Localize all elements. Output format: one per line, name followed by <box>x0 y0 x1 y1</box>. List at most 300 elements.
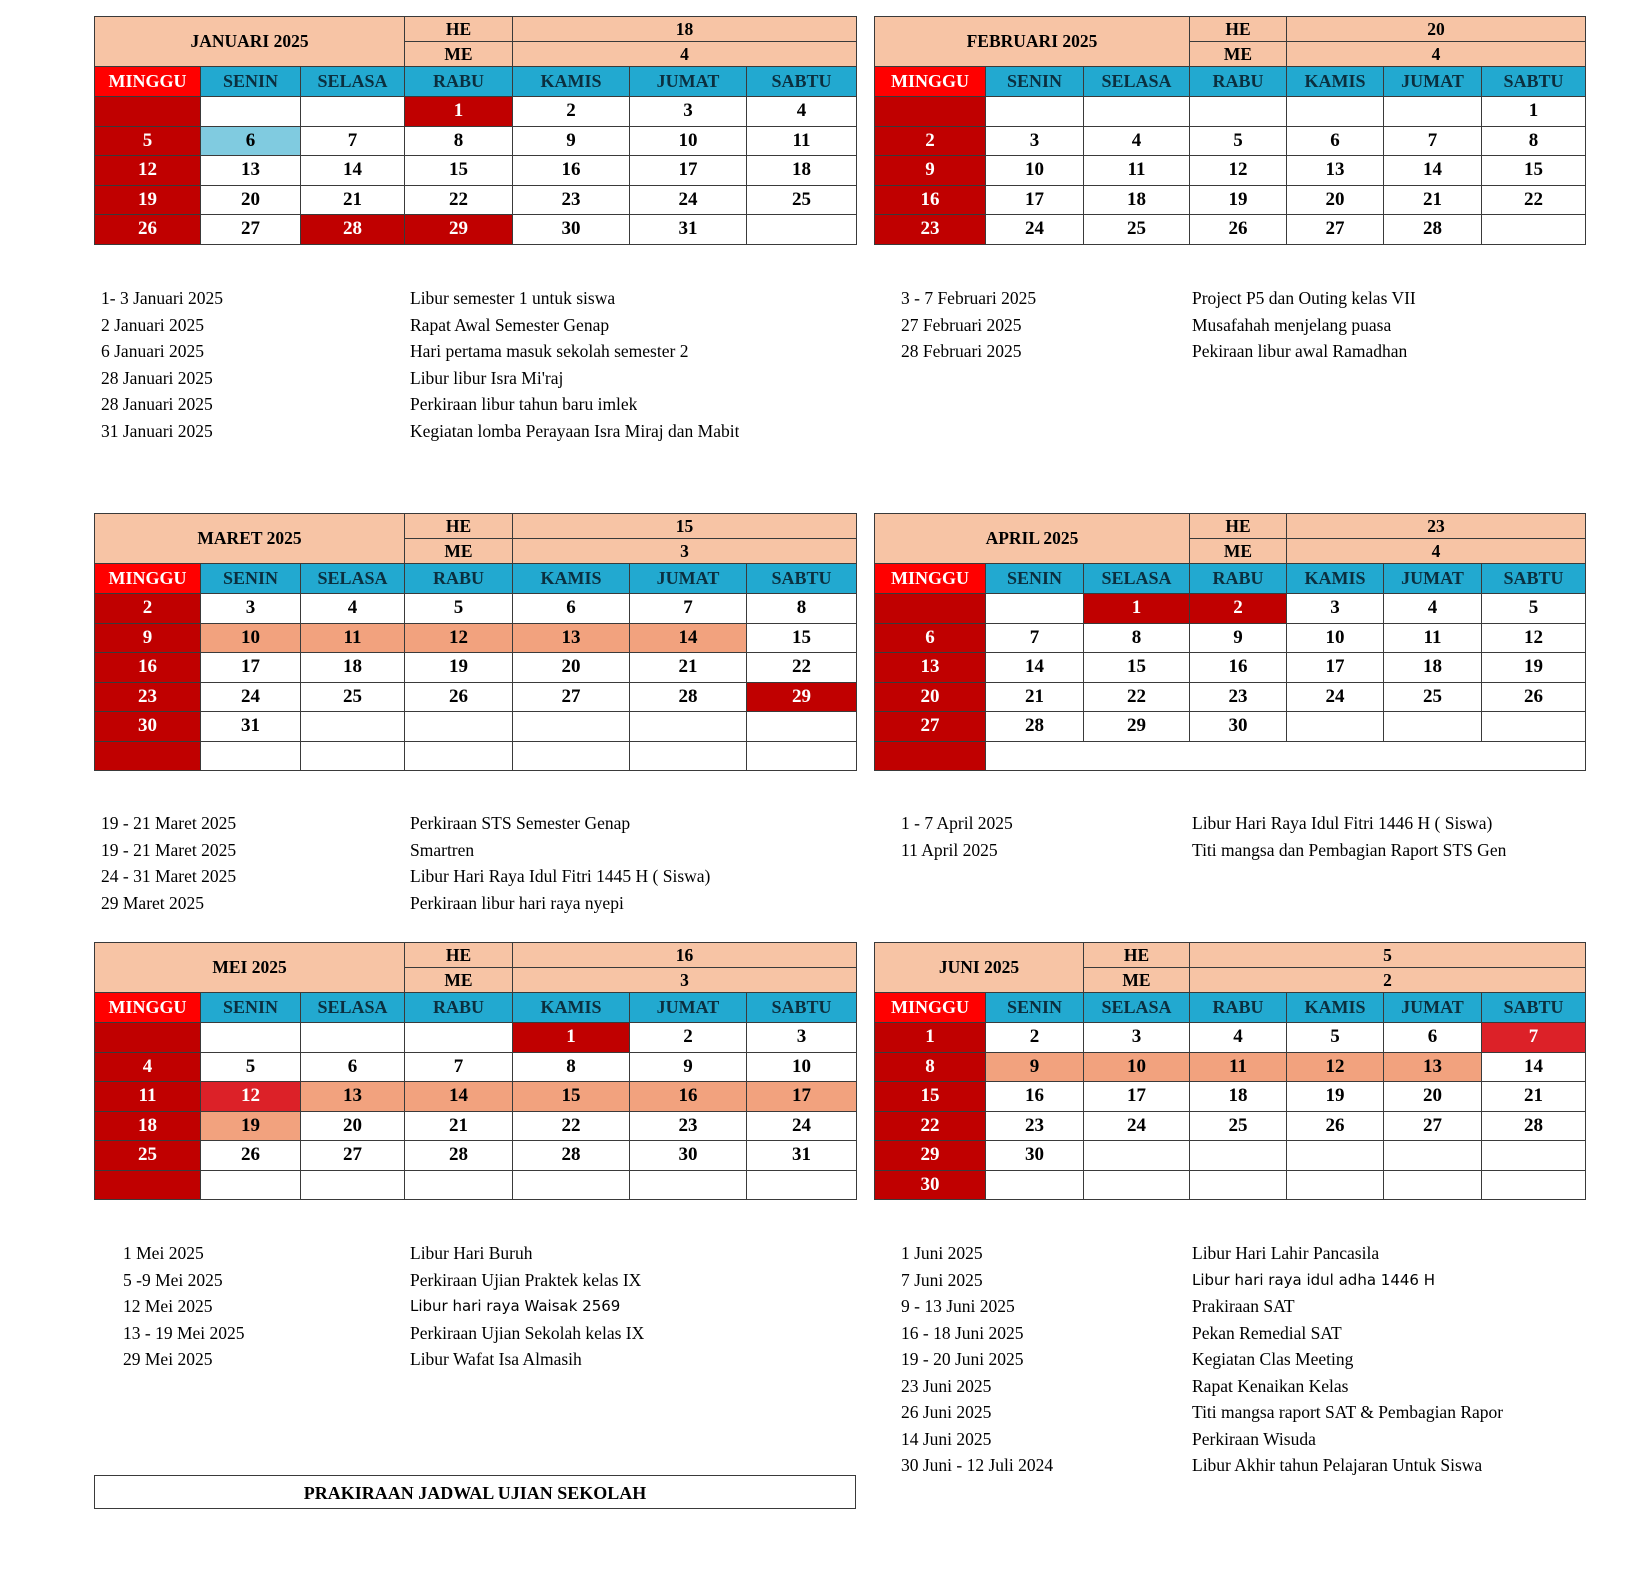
weekday-minggu: MINGGU <box>95 564 201 594</box>
date-cell: 7 <box>405 1052 513 1082</box>
date-cell: 3 <box>630 97 747 127</box>
weekday-sabtu: SABTU <box>1482 67 1586 97</box>
event-description: Perkiraan Ujian Sekolah kelas IX <box>410 1322 645 1343</box>
event-date: 24 - 31 Maret 2025 <box>101 866 237 886</box>
date-cell: 4 <box>95 1052 201 1082</box>
date-cell: 7 <box>1384 126 1482 156</box>
date-cell: 27 <box>1384 1111 1482 1141</box>
date-cell <box>201 1023 301 1053</box>
calendar-month <box>94 513 857 771</box>
date-cell: 5 <box>95 126 201 156</box>
date-cell: 12 <box>1482 623 1586 653</box>
date-cell <box>1190 1170 1287 1200</box>
date-cell: 18 <box>1384 653 1482 683</box>
date-cell: 28 <box>513 1141 630 1171</box>
week-row <box>875 1141 1586 1171</box>
weekday-header-row <box>95 564 857 594</box>
me-value: 4 <box>1287 42 1586 67</box>
date-cell <box>405 1023 513 1053</box>
month-title: FEBRUARI 2025 <box>875 17 1190 67</box>
calendar-month <box>94 942 857 1200</box>
weekday-sabtu: SABTU <box>747 67 857 97</box>
event-description: Rapat Kenaikan Kelas <box>1192 1375 1349 1396</box>
date-cell: 5 <box>201 1052 301 1082</box>
date-cell: 17 <box>747 1082 857 1112</box>
date-cell: 11 <box>1190 1052 1287 1082</box>
date-cell <box>986 594 1084 624</box>
date-cell: 12 <box>405 623 513 653</box>
date-cell: 2 <box>1190 594 1287 624</box>
date-cell: 26 <box>1190 215 1287 245</box>
weekday-sabtu: SABTU <box>747 564 857 594</box>
date-cell: 23 <box>630 1111 747 1141</box>
date-cell <box>513 741 630 771</box>
date-cell: 3 <box>201 594 301 624</box>
date-cell: 5 <box>405 594 513 624</box>
event-date: 1 Mei 2025 <box>123 1243 204 1263</box>
date-cell: 28 <box>301 215 405 245</box>
date-cell: 13 <box>301 1082 405 1112</box>
me-value: 4 <box>513 42 857 67</box>
date-cell <box>1287 97 1384 127</box>
weekday-kamis: KAMIS <box>513 564 630 594</box>
date-cell: 16 <box>1190 653 1287 683</box>
week-row <box>875 712 1586 742</box>
date-cell <box>1482 215 1586 245</box>
date-cell: 25 <box>1084 215 1190 245</box>
event-description: Titi mangsa raport SAT & Pembagian Rapor <box>1192 1402 1504 1422</box>
date-cell: 14 <box>1384 156 1482 186</box>
date-cell: 26 <box>95 215 201 245</box>
date-cell: 14 <box>986 653 1084 683</box>
date-cell: 20 <box>301 1111 405 1141</box>
week-row <box>95 682 857 712</box>
week-row <box>875 215 1586 245</box>
me-value: 2 <box>1190 968 1586 993</box>
date-cell: 16 <box>513 156 630 186</box>
weekday-rabu: RABU <box>1190 564 1287 594</box>
weekday-header-row <box>875 993 1586 1023</box>
date-cell <box>405 1170 513 1200</box>
weekday-header-row <box>875 67 1586 97</box>
event-date: 19 - 20 Juni 2025 <box>901 1349 1024 1369</box>
date-cell <box>1482 1170 1586 1200</box>
week-row <box>875 126 1586 156</box>
date-cell: 13 <box>201 156 301 186</box>
he-label: HE <box>405 17 513 42</box>
date-cell: 15 <box>747 623 857 653</box>
weekday-jumat: JUMAT <box>1384 67 1482 97</box>
month-header-row <box>875 943 1586 968</box>
week-row <box>875 1023 1586 1053</box>
date-cell: 22 <box>1482 185 1586 215</box>
date-cell: 6 <box>1287 126 1384 156</box>
weekday-senin: SENIN <box>201 67 301 97</box>
month-title: APRIL 2025 <box>875 514 1190 564</box>
event-description: Perkiraan Wisuda <box>1192 1428 1316 1449</box>
date-cell: 22 <box>747 653 857 683</box>
date-cell: 24 <box>986 215 1084 245</box>
event-date: 9 - 13 Juni 2025 <box>901 1296 1015 1316</box>
event-description: Project P5 dan Outing kelas VII <box>1192 288 1416 308</box>
event-date: 26 Juni 2025 <box>901 1402 992 1422</box>
date-cell: 9 <box>986 1052 1084 1082</box>
date-cell: 3 <box>986 126 1084 156</box>
event-description: Perkiraan libur hari raya nyepi <box>410 892 624 913</box>
date-cell: 20 <box>1287 185 1384 215</box>
he-label: HE <box>405 943 513 968</box>
event-description: Libur Akhir tahun Pelajaran Untuk Siswa <box>1192 1455 1483 1475</box>
event-description: Smartren <box>410 839 475 860</box>
calendar-month <box>874 513 1586 771</box>
weekday-jumat: JUMAT <box>1384 564 1482 594</box>
date-cell: 24 <box>630 185 747 215</box>
date-cell: 10 <box>1084 1052 1190 1082</box>
he-value: 18 <box>513 17 857 42</box>
date-cell: 29 <box>405 215 513 245</box>
event-description: Perkiraan Ujian Praktek kelas IX <box>410 1269 642 1290</box>
date-cell: 18 <box>301 653 405 683</box>
week-row <box>95 1052 857 1082</box>
date-cell <box>201 741 301 771</box>
event-date: 19 - 21 Maret 2025 <box>101 813 237 833</box>
date-cell: 13 <box>875 653 986 683</box>
event-date: 19 - 21 Maret 2025 <box>101 839 237 860</box>
date-cell: 23 <box>986 1111 1084 1141</box>
event-description: Libur Hari Raya Idul Fitri 1445 H ( Siswa) <box>410 866 711 886</box>
month-header-row <box>875 17 1586 42</box>
date-cell: 8 <box>1482 126 1586 156</box>
event-date: 28 Januari 2025 <box>101 367 213 388</box>
date-cell: 17 <box>201 653 301 683</box>
me-label: ME <box>1084 968 1190 993</box>
weekday-jumat: JUMAT <box>1384 993 1482 1023</box>
exam-schedule-title: PRAKIRAAN JADWAL UJIAN SEKOLAH <box>94 1475 856 1509</box>
weekday-jumat: JUMAT <box>630 564 747 594</box>
me-label: ME <box>1190 539 1287 564</box>
event-date: 1 Juni 2025 <box>901 1243 983 1263</box>
date-cell: 11 <box>1384 623 1482 653</box>
event-description: Pekiraan libur awal Ramadhan <box>1192 341 1408 361</box>
date-cell: 14 <box>1482 1052 1586 1082</box>
date-cell <box>1084 1141 1190 1171</box>
weekday-jumat: JUMAT <box>630 67 747 97</box>
event-date: 3 - 7 Februari 2025 <box>901 288 1037 308</box>
date-cell: 9 <box>875 156 986 186</box>
date-cell: 1 <box>1084 594 1190 624</box>
week-row <box>95 594 857 624</box>
date-cell: 31 <box>201 712 301 742</box>
event-date: 11 April 2025 <box>901 839 998 860</box>
date-cell: 6 <box>201 126 301 156</box>
event-date: 16 - 18 Juni 2025 <box>901 1322 1024 1343</box>
date-cell: 27 <box>513 682 630 712</box>
weekday-senin: SENIN <box>986 993 1084 1023</box>
weekday-selasa: SELASA <box>301 67 405 97</box>
date-cell <box>747 712 857 742</box>
date-cell: 28 <box>1482 1111 1586 1141</box>
date-cell <box>986 1170 1084 1200</box>
week-row <box>875 1082 1586 1112</box>
date-cell: 15 <box>513 1082 630 1112</box>
date-cell: 2 <box>95 594 201 624</box>
weekday-rabu: RABU <box>405 564 513 594</box>
week-row <box>875 594 1586 624</box>
date-cell: 30 <box>630 1141 747 1171</box>
date-cell: 24 <box>201 682 301 712</box>
date-cell: 20 <box>513 653 630 683</box>
date-cell <box>405 741 513 771</box>
month-title: JANUARI 2025 <box>95 17 405 67</box>
date-cell: 19 <box>1190 185 1287 215</box>
event-date: 1- 3 Januari 2025 <box>101 288 223 308</box>
event-description: Libur Wafat Isa Almasih <box>410 1349 582 1369</box>
date-cell: 24 <box>747 1111 857 1141</box>
date-cell: 12 <box>1287 1052 1384 1082</box>
date-cell: 21 <box>1482 1082 1586 1112</box>
date-cell: 21 <box>405 1111 513 1141</box>
he-value: 15 <box>513 514 857 539</box>
date-cell: 31 <box>747 1141 857 1171</box>
event-date: 28 Februari 2025 <box>901 341 1022 361</box>
date-cell: 14 <box>301 156 405 186</box>
date-cell: 14 <box>405 1082 513 1112</box>
he-value: 5 <box>1190 943 1586 968</box>
event-date: 28 Januari 2025 <box>101 394 213 414</box>
date-cell: 25 <box>95 1141 201 1171</box>
date-cell: 4 <box>1190 1023 1287 1053</box>
date-cell <box>747 1170 857 1200</box>
event-description: Libur Hari Raya Idul Fitri 1446 H ( Siswa) <box>1192 813 1493 833</box>
date-cell: 17 <box>630 156 747 186</box>
weekday-kamis: KAMIS <box>1287 993 1384 1023</box>
date-cell: 21 <box>630 653 747 683</box>
date-cell <box>630 741 747 771</box>
he-label: HE <box>1190 514 1287 539</box>
weekday-sabtu: SABTU <box>747 993 857 1023</box>
date-cell <box>301 1023 405 1053</box>
event-date: 14 Juni 2025 <box>901 1428 992 1449</box>
date-cell: 22 <box>875 1111 986 1141</box>
week-row <box>875 1170 1586 1200</box>
weekday-rabu: RABU <box>1190 67 1287 97</box>
date-cell: 4 <box>1384 594 1482 624</box>
date-cell: 10 <box>747 1052 857 1082</box>
date-cell: 29 <box>747 682 857 712</box>
week-row <box>95 126 857 156</box>
weekday-header-row <box>875 564 1586 594</box>
event-description: Perkiraan libur tahun baru imlek <box>410 394 638 414</box>
weekday-selasa: SELASA <box>1084 993 1190 1023</box>
date-cell: 21 <box>301 185 405 215</box>
date-cell: 4 <box>301 594 405 624</box>
weekday-minggu: MINGGU <box>95 67 201 97</box>
week-row <box>95 97 857 127</box>
weekday-senin: SENIN <box>986 564 1084 594</box>
week-row <box>95 741 857 771</box>
date-cell: 16 <box>875 185 986 215</box>
date-cell: 9 <box>1190 623 1287 653</box>
date-cell: 10 <box>630 126 747 156</box>
date-cell: 24 <box>1084 1111 1190 1141</box>
date-cell: 1 <box>513 1023 630 1053</box>
date-cell: 18 <box>1084 185 1190 215</box>
month-header-row <box>95 514 857 539</box>
date-cell: 8 <box>1084 623 1190 653</box>
date-cell: 2 <box>513 97 630 127</box>
date-cell <box>201 97 301 127</box>
date-cell: 28 <box>630 682 747 712</box>
event-description: Libur Hari Buruh <box>410 1243 533 1263</box>
date-cell: 3 <box>747 1023 857 1053</box>
event-date: 2 Januari 2025 <box>101 314 205 335</box>
me-label: ME <box>405 42 513 67</box>
date-cell: 4 <box>747 97 857 127</box>
date-cell <box>95 97 201 127</box>
week-row <box>95 1023 857 1053</box>
date-cell: 12 <box>201 1082 301 1112</box>
me-label: ME <box>405 539 513 564</box>
he-value: 23 <box>1287 514 1586 539</box>
event-date: 31 Januari 2025 <box>101 420 213 441</box>
date-cell: 30 <box>513 215 630 245</box>
week-row <box>875 653 1586 683</box>
date-cell: 29 <box>1084 712 1190 742</box>
date-cell <box>1482 1141 1586 1171</box>
week-row <box>875 682 1586 712</box>
month-title: JUNI 2025 <box>875 943 1084 993</box>
date-cell: 27 <box>1287 215 1384 245</box>
date-cell: 2 <box>986 1023 1084 1053</box>
date-cell: 22 <box>1084 682 1190 712</box>
weekday-header-row <box>95 67 857 97</box>
date-cell <box>630 712 747 742</box>
date-cell: 5 <box>1287 1023 1384 1053</box>
date-cell <box>1084 1170 1190 1200</box>
date-cell: 30 <box>986 1141 1084 1171</box>
date-cell: 23 <box>95 682 201 712</box>
event-date: 6 Januari 2025 <box>101 341 205 361</box>
date-cell: 14 <box>630 623 747 653</box>
date-cell <box>875 594 986 624</box>
weekday-rabu: RABU <box>1190 993 1287 1023</box>
date-cell: 25 <box>301 682 405 712</box>
event-description: Prakiraan SAT <box>1192 1296 1295 1316</box>
month-header-row <box>95 17 857 42</box>
date-cell: 19 <box>1287 1082 1384 1112</box>
date-cell: 10 <box>201 623 301 653</box>
date-cell: 7 <box>630 594 747 624</box>
event-description: Musafahah menjelang puasa <box>1192 314 1392 335</box>
event-description: Kegiatan Clas Meeting <box>1192 1349 1354 1369</box>
date-cell-empty <box>986 741 1586 771</box>
date-cell: 5 <box>1190 126 1287 156</box>
date-cell: 22 <box>513 1111 630 1141</box>
week-row <box>875 1111 1586 1141</box>
date-cell: 17 <box>986 185 1084 215</box>
weekday-kamis: KAMIS <box>1287 564 1384 594</box>
date-cell: 27 <box>201 215 301 245</box>
date-cell: 25 <box>1190 1111 1287 1141</box>
weekday-kamis: KAMIS <box>1287 67 1384 97</box>
event-date: 30 Juni - 12 Juli 2024 <box>901 1455 1054 1475</box>
date-cell: 11 <box>1084 156 1190 186</box>
date-cell <box>1287 712 1384 742</box>
week-row <box>95 1082 857 1112</box>
calendar-month <box>94 16 857 245</box>
date-cell: 12 <box>1190 156 1287 186</box>
date-cell: 15 <box>1482 156 1586 186</box>
date-cell <box>875 741 986 771</box>
date-cell: 23 <box>1190 682 1287 712</box>
date-cell: 8 <box>405 126 513 156</box>
date-cell: 19 <box>95 185 201 215</box>
date-cell <box>986 97 1084 127</box>
date-cell: 10 <box>1287 623 1384 653</box>
me-value: 3 <box>513 539 857 564</box>
event-description: Libur Hari Lahir Pancasila <box>1192 1243 1380 1263</box>
event-description: Kegiatan lomba Perayaan Isra Miraj dan Mabit <box>410 420 740 441</box>
date-cell: 2 <box>875 126 986 156</box>
date-cell: 28 <box>405 1141 513 1171</box>
date-cell: 9 <box>95 623 201 653</box>
weekday-minggu: MINGGU <box>875 564 986 594</box>
date-cell: 21 <box>986 682 1084 712</box>
calendar-month <box>874 16 1586 245</box>
weekday-selasa: SELASA <box>1084 564 1190 594</box>
date-cell: 13 <box>1384 1052 1482 1082</box>
event-date: 12 Mei 2025 <box>123 1296 213 1316</box>
week-row <box>875 156 1586 186</box>
date-cell <box>95 1023 201 1053</box>
event-date: 29 Maret 2025 <box>101 892 205 913</box>
date-cell <box>1482 712 1586 742</box>
event-description: Libur hari raya idul adha 1446 H <box>1192 1270 1436 1289</box>
date-cell: 9 <box>630 1052 747 1082</box>
date-cell: 7 <box>1482 1023 1586 1053</box>
weekday-minggu: MINGGU <box>95 993 201 1023</box>
date-cell: 8 <box>747 594 857 624</box>
he-value: 16 <box>513 943 857 968</box>
date-cell: 23 <box>513 185 630 215</box>
date-cell: 16 <box>986 1082 1084 1112</box>
month-header-row <box>95 943 857 968</box>
event-description: Libur semester 1 untuk siswa <box>410 288 616 308</box>
week-row <box>95 653 857 683</box>
week-row <box>95 156 857 186</box>
weekday-rabu: RABU <box>405 993 513 1023</box>
weekday-senin: SENIN <box>201 993 301 1023</box>
date-cell: 30 <box>95 712 201 742</box>
week-row <box>95 215 857 245</box>
date-cell <box>513 712 630 742</box>
date-cell: 16 <box>630 1082 747 1112</box>
date-cell: 15 <box>405 156 513 186</box>
date-cell: 25 <box>747 185 857 215</box>
event-date: 1 - 7 April 2025 <box>901 813 1013 833</box>
week-row <box>95 712 857 742</box>
event-date: 29 Mei 2025 <box>123 1349 213 1369</box>
event-description: Pekan Remedial SAT <box>1192 1322 1342 1343</box>
date-cell: 6 <box>875 623 986 653</box>
date-cell <box>1190 1141 1287 1171</box>
weekday-rabu: RABU <box>405 67 513 97</box>
date-cell <box>95 1170 201 1200</box>
me-value: 3 <box>513 968 857 993</box>
event-date: 23 Juni 2025 <box>901 1375 992 1396</box>
date-cell: 19 <box>1482 653 1586 683</box>
he-label: HE <box>1084 943 1190 968</box>
